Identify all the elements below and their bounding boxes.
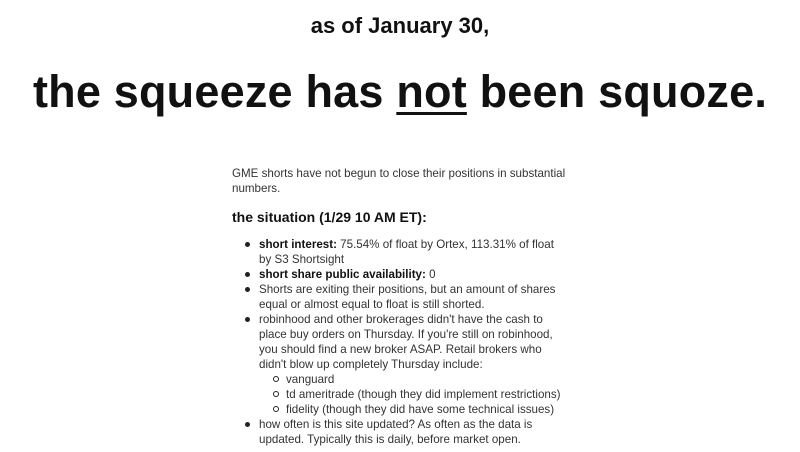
- intro-paragraph: GME shorts have not begun to close their positions in substantial numbers.: [232, 167, 566, 195]
- item-text: Shorts are exiting their positions, but an amount of shares equal or almost equal to float is still shorted.: [259, 283, 556, 311]
- situation-heading: the situation (1/29 10 AM ET):: [232, 209, 427, 225]
- broker-item: td ameritrade (though they did implement restrictions): [286, 387, 568, 402]
- list-item-availability: [259, 267, 568, 282]
- page-title: [0, 66, 800, 118]
- list-item-brokerages: [259, 312, 568, 417]
- list-item-update-frequency: [259, 417, 568, 447]
- item-label: short interest:: [259, 238, 337, 251]
- page-subtitle: as of January 30,: [310, 13, 490, 38]
- broker-item: vanguard: [286, 372, 568, 387]
- headline-text-before: the squeeze has: [32, 66, 397, 117]
- item-text: 0: [425, 268, 436, 281]
- broker-item: fidelity (though they did have some technical issues): [286, 402, 568, 417]
- item-text: how often is this site updated? As often as the data is updated. Typically this is daily, before market open.: [259, 418, 533, 446]
- main-content: [232, 166, 568, 447]
- broker-list: [259, 372, 568, 417]
- headline-emphasis: not: [396, 66, 467, 117]
- headline-text-after: been squoze.: [466, 66, 768, 117]
- list-item-short-interest: [259, 237, 568, 267]
- list-item-shorts-exiting: [259, 282, 568, 312]
- item-text: robinhood and other brokerages didn't have the cash to place buy orders on Thursday. If you're still on robinhood, you should find a new broker ASAP. Retail brokers who didn't blow up completely Thursday include:: [259, 313, 553, 371]
- item-label: short share public availability:: [259, 268, 426, 281]
- item-text: 75.54% of float by Ortex, 113.31% of float by S3 Shortsight: [259, 238, 554, 266]
- situation-list: [232, 237, 568, 447]
